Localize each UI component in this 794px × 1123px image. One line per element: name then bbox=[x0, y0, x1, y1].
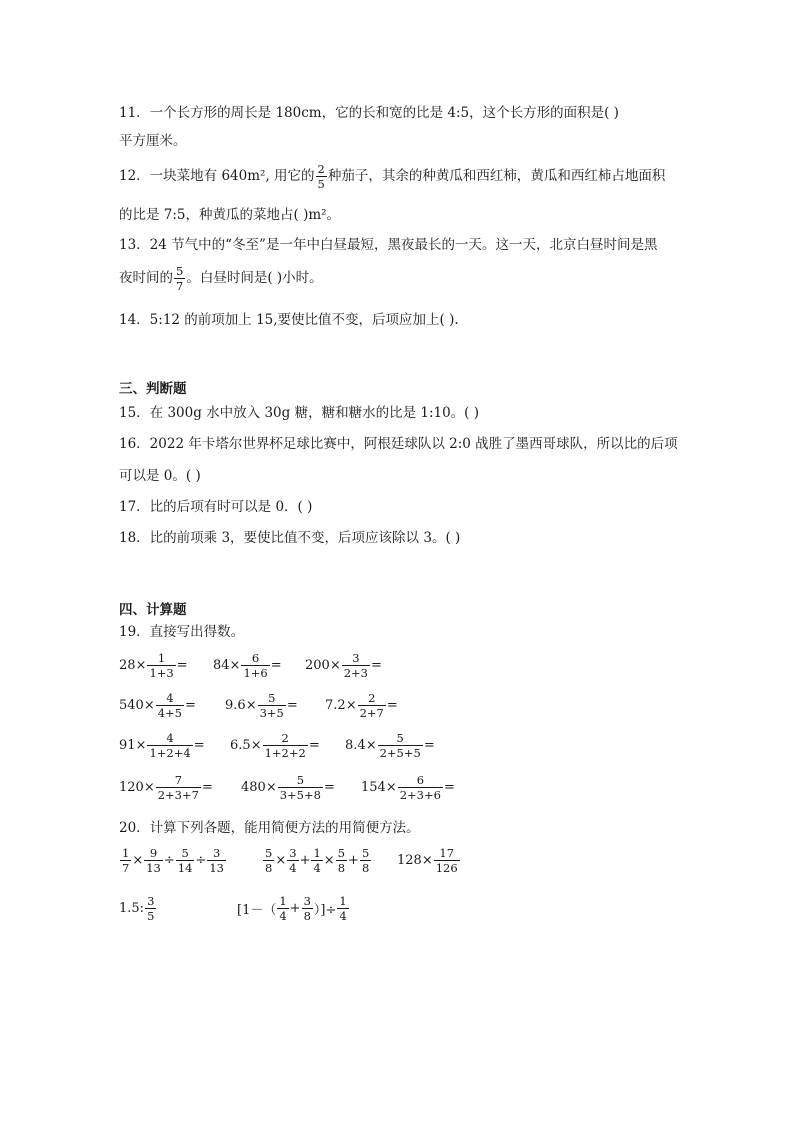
q20-expression-3: 128 × $\frac{17}{126}$ bbox=[397, 846, 458, 875]
question-12-text-a: 12．一块菜地有 640m², 用它的 bbox=[119, 168, 315, 184]
q20-expression-2: $\frac{5}{8}$ × $\frac{3}{4}$ + $\frac{1}{4}$ × $\frac{5}{8}$ + $\frac{5}{8}$ bbox=[265, 846, 370, 875]
question-17: 17．比的后项有时可以是 0．( ) bbox=[119, 499, 313, 515]
fraction: $\frac{5}{8}$ bbox=[361, 846, 370, 875]
fraction: $\frac{6}{1+6}$ bbox=[243, 651, 268, 680]
fraction: $\frac{1}{7}$ bbox=[122, 846, 130, 875]
q20-row-2 bbox=[119, 894, 719, 928]
section-3-heading: 三、判断题 bbox=[119, 381, 187, 397]
calc-item: 120 × $\frac{7}{2+3+7}$ = bbox=[119, 773, 213, 802]
question-12-line-1 bbox=[119, 162, 665, 191]
fraction-denominator: 5 bbox=[317, 177, 325, 191]
fraction: $\frac{5}{3+5}$ bbox=[259, 691, 284, 720]
question-20: 20．计算下列各题，能用简便方法的用简便方法。 bbox=[119, 820, 420, 836]
calc-item: 200 × $\frac{3}{2+3}$ = bbox=[305, 651, 382, 680]
question-12-line-2: 的比是 7:5，种黄瓜的菜地占( )m²。 bbox=[119, 207, 341, 223]
calc-row-3 bbox=[119, 731, 719, 765]
q20-expression-1: $\frac{1}{7}$ × $\frac{9}{13}$ ÷ $\frac{5}{14}$ ÷ $\frac{3}{13}$ bbox=[122, 846, 224, 875]
fraction: $\frac{5}{8}$ bbox=[265, 846, 273, 875]
fraction: $\frac{1}{4}$ bbox=[339, 894, 347, 923]
question-12-text-b: 种茄子，其余的种黄瓜和西红柿，黄瓜和西红柿占地面积 bbox=[327, 168, 666, 184]
question-16-line-1: 16．2022 年卡塔尔世界杯足球比赛中，阿根廷球队以 2:0 战胜了墨西哥球队，所以比的后项 bbox=[119, 436, 678, 452]
q20-expression-4: 1.5: $\frac{3}{5}$ bbox=[119, 894, 155, 923]
fraction: $\frac{3}{8}$ bbox=[303, 894, 311, 923]
fraction: $\frac{5}{3+5+8}$ bbox=[279, 773, 321, 802]
calc-row-2 bbox=[119, 691, 719, 725]
question-13-text-b: 。白昼时间是( )小时。 bbox=[186, 270, 323, 286]
fraction: $\frac{1}{1+3}$ bbox=[149, 651, 174, 680]
fraction: $\frac{3}{2+3}$ bbox=[343, 651, 369, 680]
fraction: $\frac{3}{5}$ bbox=[147, 894, 155, 923]
question-13-line-2 bbox=[119, 264, 323, 293]
question-12-fraction bbox=[316, 162, 327, 191]
calc-item: 84 × $\frac{6}{1+6}$ = bbox=[213, 651, 282, 680]
calc-row-4 bbox=[119, 773, 719, 807]
calc-item: 8.4 × $\frac{5}{2+5+5}$ = bbox=[345, 731, 435, 760]
question-14-line-1: 14．5:12 的前项加上 15,要使比值不变，后项应加上( ). bbox=[119, 312, 459, 328]
calc-item: 28 × $\frac{1}{1+3}$ = bbox=[119, 651, 188, 680]
question-19: 19．直接写出得数。 bbox=[119, 624, 245, 640]
calc-item: 91 × $\frac{4}{1+2+4}$ = bbox=[119, 731, 205, 760]
fraction: $\frac{17}{126}$ bbox=[435, 846, 458, 875]
q20-expression-5: [1－（ $\frac{1}{4}$ + $\frac{3}{8}$ ）]÷ $\frac{1}{4}$ bbox=[237, 894, 347, 923]
calc-row-1 bbox=[119, 651, 719, 685]
calc-item: 540 × $\frac{4}{4+5}$ = bbox=[119, 691, 196, 720]
calc-item: 154 × $\frac{6}{2+3+6}$ = bbox=[361, 773, 455, 802]
fraction: $\frac{5}{8}$ bbox=[337, 846, 346, 875]
fraction: $\frac{9}{13}$ bbox=[146, 846, 161, 875]
fraction: $\frac{2}{2+7}$ bbox=[359, 691, 384, 720]
fraction-numerator: 5 bbox=[176, 264, 184, 278]
question-13-fraction bbox=[174, 264, 185, 293]
fraction-denominator: 7 bbox=[176, 279, 184, 293]
question-13-line-1: 13．24 节气中的“冬至”是一年中白昼最短，黑夜最长的一天。这一天，北京白昼时间是黑 bbox=[119, 237, 658, 253]
question-18: 18．比的前项乘 3，要使比值不变，后项应该除以 3。( ) bbox=[119, 530, 461, 546]
fraction: $\frac{6}{2+3+6}$ bbox=[399, 773, 441, 802]
fraction: $\frac{3}{4}$ bbox=[289, 846, 297, 875]
fraction: $\frac{4}{4+5}$ bbox=[157, 691, 183, 720]
question-15: 15．在 300g 水中放入 30g 糖，糖和糖水的比是 1:10。( ) bbox=[119, 405, 480, 421]
fraction: $\frac{1}{4}$ bbox=[313, 846, 321, 875]
question-11-line-1: 11．一个长方形的周长是 180cm，它的长和宽的比是 4:5，这个长方形的面积是( ) bbox=[119, 105, 619, 121]
question-16-line-2: 可以是 0。( ) bbox=[119, 468, 201, 484]
calc-item: 480 × $\frac{5}{3+5+8}$ = bbox=[241, 773, 335, 802]
fraction: $\frac{3}{13}$ bbox=[209, 846, 224, 875]
fraction-numerator: 2 bbox=[317, 162, 325, 176]
fraction: $\frac{5}{2+5+5}$ bbox=[379, 731, 421, 760]
section-4-heading: 四、计算题 bbox=[119, 602, 187, 618]
fraction: $\frac{5}{14}$ bbox=[177, 846, 193, 875]
fraction: $\frac{1}{4}$ bbox=[279, 894, 287, 923]
fraction: $\frac{4}{1+2+4}$ bbox=[149, 731, 191, 760]
calc-item: 9.6 × $\frac{5}{3+5}$ = bbox=[225, 691, 298, 720]
question-13-text-a: 夜时间的 bbox=[119, 270, 173, 286]
question-11-line-2: 平方厘米。 bbox=[119, 133, 187, 149]
fraction: $\frac{2}{1+2+2}$ bbox=[264, 731, 306, 760]
calc-item: 7.2 × $\frac{2}{2+7}$ = bbox=[325, 691, 398, 720]
q20-row-1 bbox=[119, 846, 719, 880]
calc-item: 6.5 × $\frac{2}{1+2+2}$ = bbox=[230, 731, 320, 760]
fraction: $\frac{7}{2+3+7}$ bbox=[157, 773, 199, 802]
